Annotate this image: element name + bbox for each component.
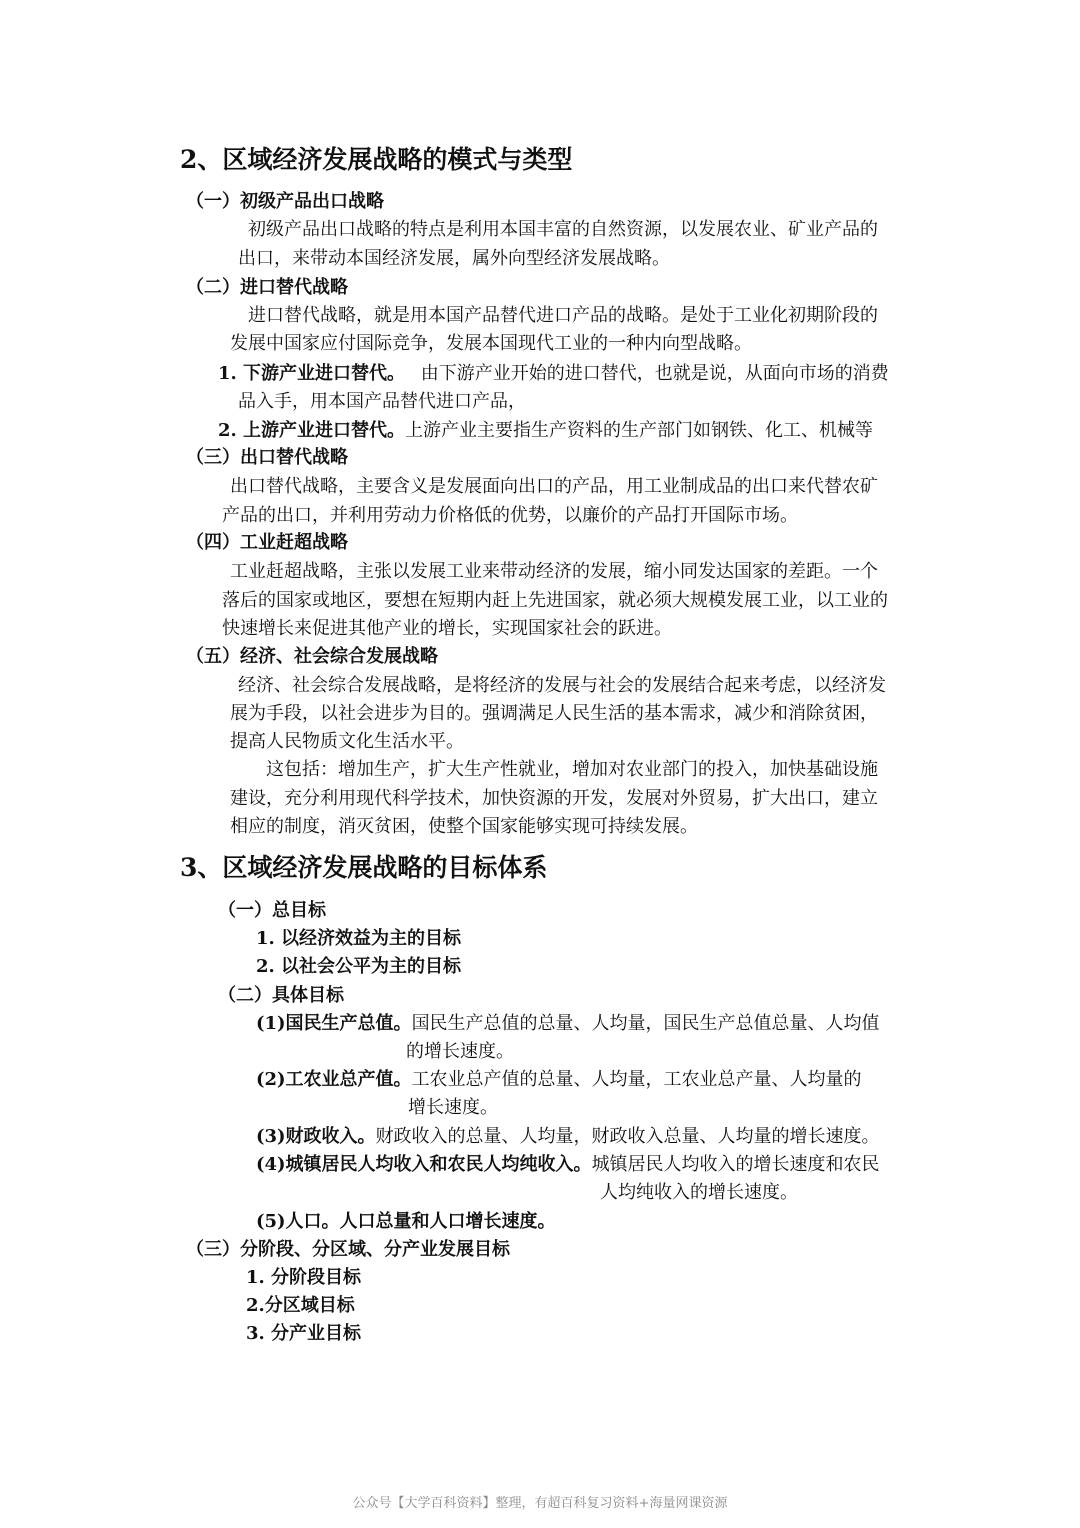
s3-2-target-1-cont: 的增长速度。 — [406, 1041, 514, 1062]
s3-heading-1: （一）总目标 — [218, 900, 326, 921]
s2-2-item-2 — [218, 417, 873, 445]
s2-5-line-3: 提高人民物质文化生活水平。 — [230, 731, 464, 752]
s3-heading-3: （三）分阶段、分区域、分产业发展目标 — [186, 1239, 510, 1260]
s2-2-item-1-text: 由下游产业开始的进口替代，也就是说，从面向市场的消费 — [420, 363, 889, 384]
section-3-title: 3、区域经济发展战略的目标体系 — [180, 853, 548, 882]
s3-1-item-1: 1. 以经济效益为主的目标 — [256, 928, 462, 949]
s3-2-target-1-text: 国民生产总值的总量、人均量，国民生产总值总量、人均值 — [411, 1013, 880, 1034]
s2-2-line-1: 进口替代战略，就是用本国产品替代进口产品的战略。是处于工业化初期阶段的 — [248, 305, 878, 326]
footer-watermark: 公众号【大学百科资料】整理，有超百科复习资料+海量网课资源 — [352, 1496, 728, 1511]
s2-5-para2-line-3: 相应的制度，消灭贫困，使整个国家能够实现可持续发展。 — [230, 816, 698, 837]
s2-5-line-1: 经济、社会综合发展战略，是将经济的发展与社会的发展结合起来考虑，以经济发 — [238, 675, 886, 696]
s2-5-para2-line-2: 建设，充分利用现代科学技术，加快资源的开发，发展对外贸易，扩大出口，建立 — [230, 788, 878, 809]
s3-2-target-2-label: (2)工农业总产值。 — [256, 1069, 412, 1090]
s3-3-item-1: 1. 分阶段目标 — [246, 1267, 362, 1288]
s2-4-line-2: 落后的国家或地区，要想在短期内赶上先进国家，就必须大规模发展工业，以工业的 — [222, 590, 888, 611]
s3-2-target-1 — [256, 1010, 880, 1038]
s3-2-target-2-text: 工农业总产值的总量、人均量，工农业总产量、人均量的 — [411, 1069, 862, 1090]
s2-2-item-1 — [218, 360, 889, 388]
s3-2-target-4 — [256, 1151, 880, 1179]
s2-1-line-1: 初级产品出口战略的特点是利用本国丰富的自然资源，以发展农业、矿业产品的 — [248, 219, 878, 240]
s2-2-item-2-label: 2. 上游产业进口替代。 — [218, 420, 406, 441]
s2-1-line-2: 出口，来带动本国经济发展，属外向型经济发展战略。 — [238, 248, 670, 269]
s2-3-line-2: 产品的出口，并利用劳动力价格低的优势，以廉价的产品打开国际市场。 — [222, 505, 798, 526]
s3-heading-2: （二）具体目标 — [218, 985, 344, 1006]
s2-heading-5: （五）经济、社会综合发展战略 — [186, 646, 438, 667]
s2-2-item-1-label: 1. 下游产业进口替代。 — [218, 363, 406, 384]
s2-2-line-2: 发展中国家应付国际竞争，发展本国现代工业的一种内向型战略。 — [230, 333, 752, 354]
s3-2-target-3-label: (3)财政收入。 — [256, 1126, 376, 1147]
s3-1-item-2: 2. 以社会公平为主的目标 — [256, 956, 462, 977]
s2-heading-1: （一）初级产品出口战略 — [186, 191, 384, 212]
s3-2-target-3-text: 财政收入的总量、人均量，财政收入总量、人均量的增长速度。 — [375, 1126, 880, 1147]
s3-3-item-2: 2.分区域目标 — [246, 1295, 355, 1316]
s2-2-item-1-cont: 品入手，用本国产品替代进口产品， — [238, 391, 526, 412]
s2-2-item-2-text: 上游产业主要指生产资料的生产部门如钢铁、化工、机械等 — [405, 420, 874, 441]
s2-4-line-1: 工业赶超战略，主张以发展工业来带动经济的发展，缩小同发达国家的差距。一个 — [230, 561, 878, 582]
s3-2-target-4-cont: 人均纯收入的增长速度。 — [600, 1182, 798, 1203]
s3-2-target-2 — [256, 1066, 862, 1094]
s3-2-target-5: (5)人口。人口总量和人口增长速度。 — [256, 1211, 556, 1232]
s3-2-target-1-label: (1)国民生产总值。 — [256, 1013, 412, 1034]
s2-4-line-3: 快速增长来促进其他产业的增长，实现国家社会的跃进。 — [222, 618, 672, 639]
s3-2-target-4-label: (4)城镇居民人均收入和农民人均纯收入。 — [256, 1154, 592, 1175]
s3-3-item-3: 3. 分产业目标 — [246, 1323, 362, 1344]
s2-3-line-1: 出口替代战略，主要含义是发展面向出口的产品，用工业制成品的出口来代替农矿 — [230, 476, 878, 497]
s2-heading-2: （二）进口替代战略 — [186, 277, 348, 298]
s3-2-target-4-text: 城镇居民人均收入的增长速度和农民 — [591, 1154, 880, 1175]
section-2-title: 2、区域经济发展战略的模式与类型 — [180, 145, 573, 174]
s2-5-para2-line-1: 这包括：增加生产，扩大生产性就业，增加对农业部门的投入，加快基础设施 — [266, 759, 878, 780]
s3-2-target-2-cont: 增长速度。 — [408, 1097, 498, 1118]
s2-heading-4: （四）工业赶超战略 — [186, 532, 348, 553]
s3-2-target-3 — [256, 1123, 880, 1151]
s2-heading-3: （三）出口替代战略 — [186, 447, 348, 468]
s2-5-line-2: 展为手段，以社会进步为目的。强调满足人民生活的基本需求，减少和消除贫困， — [230, 703, 878, 724]
